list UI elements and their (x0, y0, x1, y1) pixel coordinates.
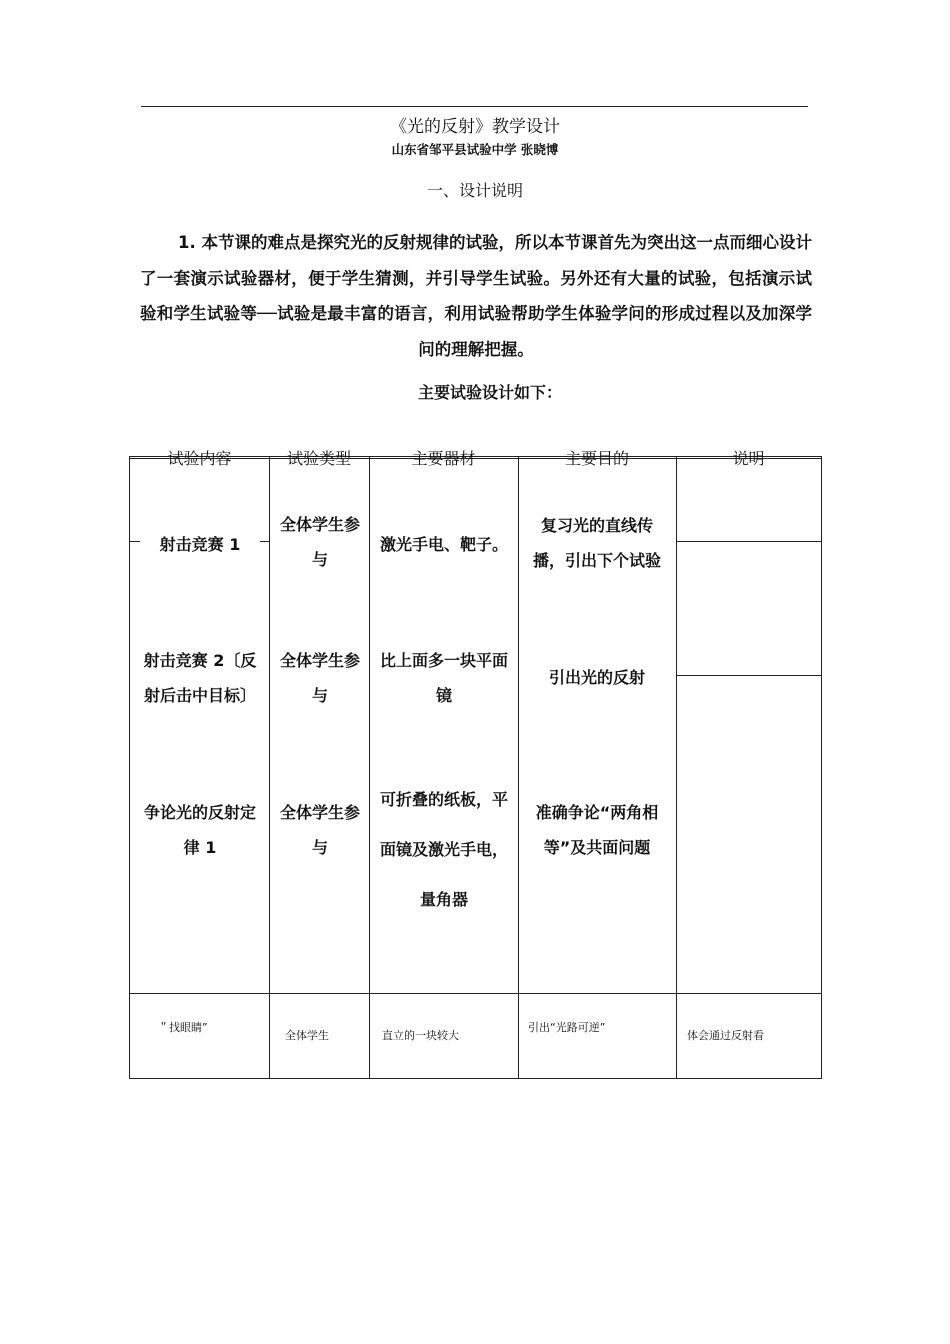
row3-type: 全体学生参与 (280, 795, 360, 865)
row2-type: 全体学生参与 (280, 643, 360, 713)
top-rule (141, 106, 808, 107)
row1-content: 射击竞赛 1 (140, 527, 260, 562)
row4-content: ＂找眼睛” (158, 1021, 208, 1034)
column-divider (676, 457, 677, 1078)
row4-type: 全体学生 (285, 1029, 329, 1042)
row-divider (676, 541, 821, 542)
header-type: 试验类型 (269, 446, 369, 469)
row1-purpose: 复习光的直线传播，引出下个试验 (526, 508, 668, 578)
row2-purpose: 引出光的反射 (526, 660, 668, 695)
author-line: 山东省邹平县试验中学 张晓博 (391, 142, 559, 157)
row4-purpose: 引出“光路可逆” (528, 1021, 606, 1034)
row1-type: 全体学生参与 (280, 507, 360, 577)
document-title: 《光的反射》教学设计 (390, 117, 560, 137)
row3-content: 争论光的反射定律 1 (140, 795, 260, 865)
row-divider (130, 993, 821, 994)
header-note: 说明 (676, 446, 821, 469)
row4-equipment: 直立的一块较大 (382, 1029, 459, 1042)
row2-equipment: 比上面多一块平面镜 (376, 643, 512, 713)
column-divider (518, 457, 519, 1078)
experiment-table (129, 449, 822, 1079)
experiments-subheading: 主要试验设计如下： (417, 383, 562, 402)
section-heading: 一、设计说明 (426, 181, 523, 200)
row4-note: 体会通过反射看 (687, 1029, 764, 1042)
row-divider (676, 675, 821, 676)
header-purpose: 主要目的 (518, 446, 676, 469)
row3-equipment: 可折叠的纸板，平面镜及激光手电，量角器 (376, 775, 512, 925)
header-equipment: 主要器材 (369, 446, 518, 469)
column-divider (269, 457, 270, 1078)
design-paragraph: 1. 本节课的难点是探究光的反射规律的试验，所以本节课首先为突出这一点而细心设计了一套演示试验器材，便于学生猜测，并引导学生试验。另外还有大量的试验，包括演示试验和学生试验等──试验是最丰富的语言，利用试验帮助学生体验学问的形成过程以及加深学问的理解把握。 (140, 233, 812, 359)
row1-equipment: 激光手电、靶子。 (376, 527, 512, 562)
row3-purpose: 准确争论“两角相等”及共面问题 (526, 795, 668, 865)
header-content: 试验内容 (130, 446, 269, 469)
row2-content: 射击竞赛 2〔反射后击中目标〕 (136, 643, 264, 713)
column-divider (369, 457, 370, 1078)
